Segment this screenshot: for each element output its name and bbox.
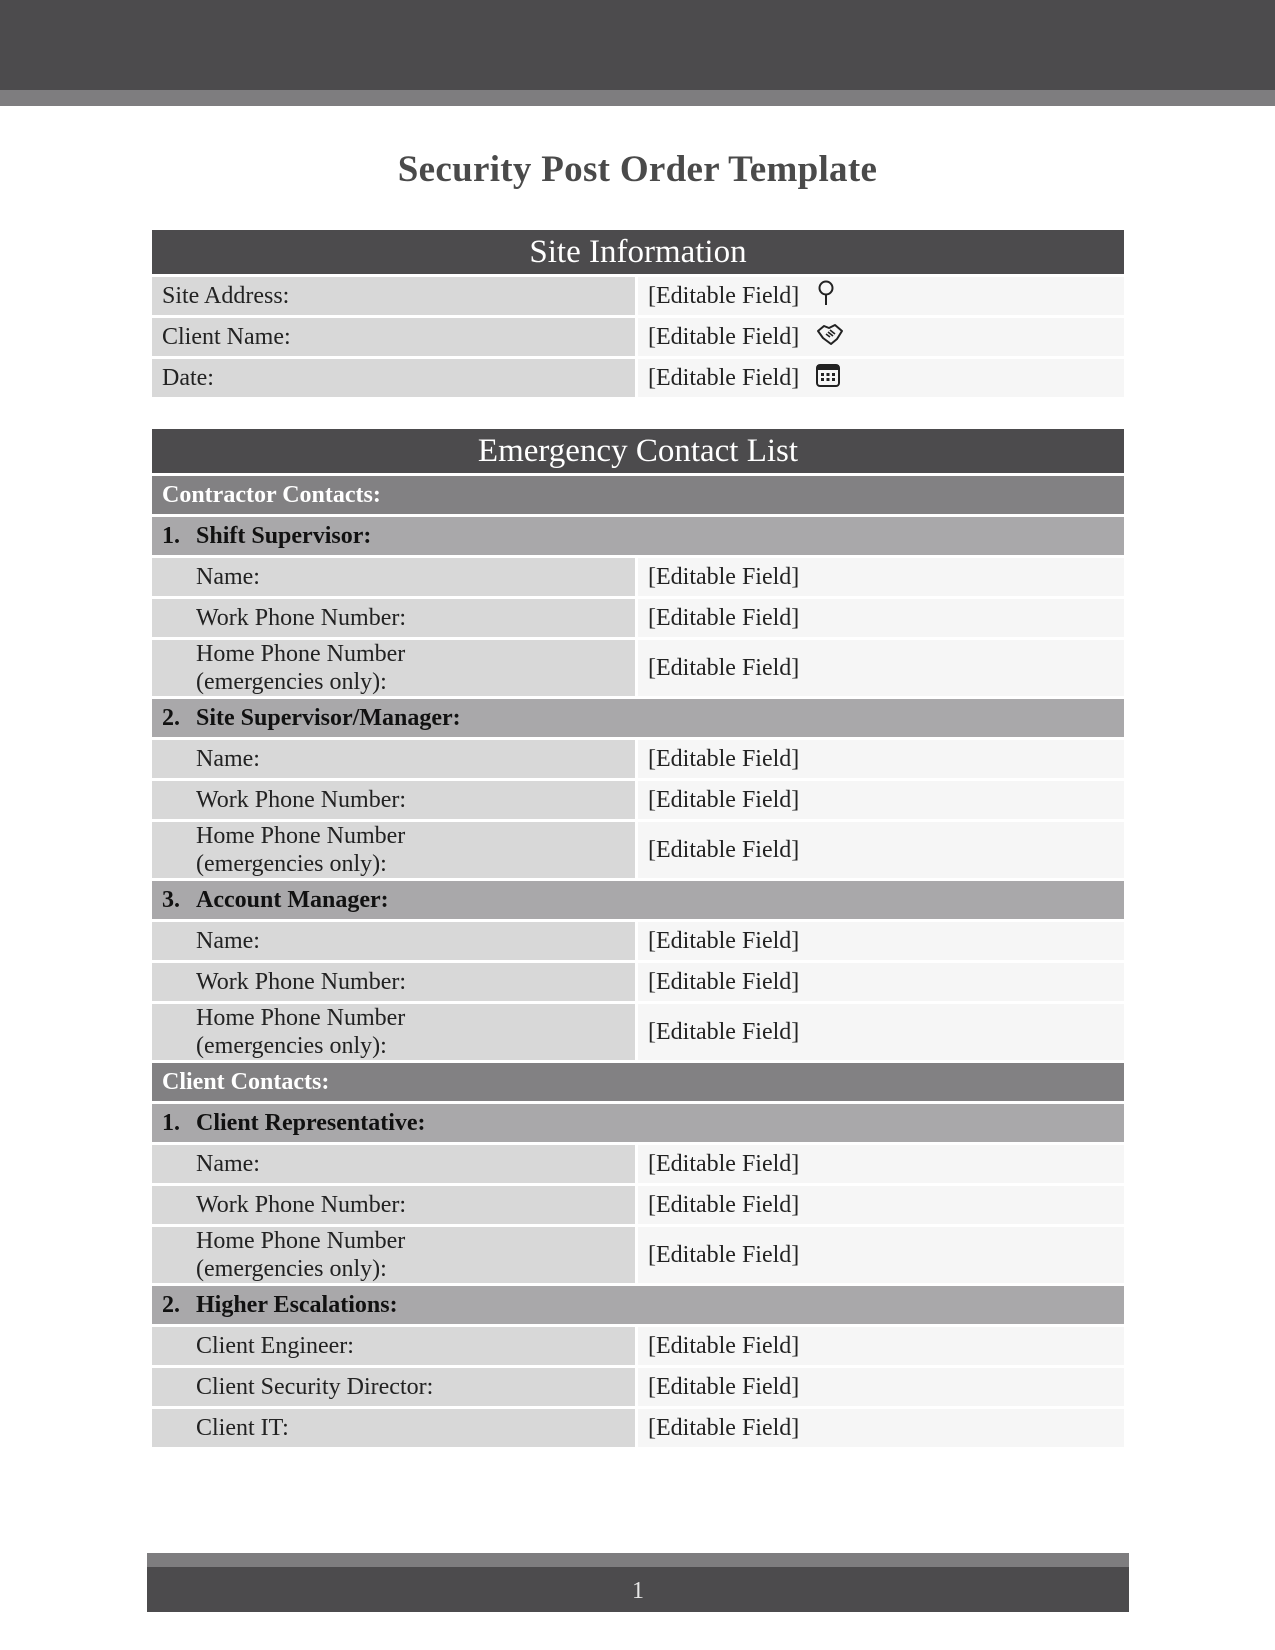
map-pin-icon: [815, 279, 837, 314]
name-field[interactable]: [Editable Field]: [638, 922, 1124, 960]
document-title: Security Post Order Template: [397, 149, 878, 190]
client-engineer-label: Client Engineer:: [152, 1327, 638, 1365]
table-row: [152, 1227, 1124, 1283]
table-row: [152, 963, 1124, 1001]
site-information-table: [152, 227, 1124, 400]
name-field[interactable]: [Editable Field]: [638, 740, 1124, 778]
calendar-icon: [815, 362, 841, 395]
table-row: [152, 640, 1124, 696]
table-row: [152, 1004, 1124, 1060]
table-row: [152, 922, 1124, 960]
work-phone-field[interactable]: [Editable Field]: [638, 963, 1124, 1001]
emergency-contact-table: [152, 426, 1124, 1450]
table-row: [152, 1368, 1124, 1406]
date-value[interactable]: [Editable Field]: [648, 364, 800, 391]
section-number: 1.: [162, 522, 180, 549]
site-address-label: Site Address:: [152, 277, 638, 315]
home-phone-label: [152, 640, 638, 696]
work-phone-label: Work Phone Number:: [152, 599, 638, 637]
client-name-value[interactable]: [Editable Field]: [648, 323, 800, 350]
name-field[interactable]: [Editable Field]: [638, 558, 1124, 596]
client-name-label: Client Name:: [152, 318, 638, 356]
section-number: 2.: [162, 704, 180, 731]
section-title: Site Supervisor/Manager:: [196, 704, 461, 731]
higher-escalations-heading: [152, 1286, 1124, 1324]
work-phone-field[interactable]: [Editable Field]: [638, 599, 1124, 637]
work-phone-label: Work Phone Number:: [152, 963, 638, 1001]
name-label: Name:: [152, 740, 638, 778]
footer-stripe: [147, 1553, 1129, 1567]
home-phone-label: [152, 822, 638, 878]
site-address-row: [152, 277, 1124, 315]
home-phone-field[interactable]: [Editable Field]: [638, 1004, 1124, 1060]
work-phone-field[interactable]: [Editable Field]: [638, 1186, 1124, 1224]
site-supervisor-heading: [152, 699, 1124, 737]
client-it-label: Client IT:: [152, 1409, 638, 1447]
work-phone-field[interactable]: [Editable Field]: [638, 781, 1124, 819]
shift-supervisor-heading: [152, 517, 1124, 555]
site-address-field[interactable]: [638, 277, 1124, 315]
home-phone-field[interactable]: [Editable Field]: [638, 822, 1124, 878]
section-title: Client Representative:: [196, 1109, 426, 1136]
table-row: [152, 599, 1124, 637]
footer-band: [147, 1567, 1129, 1612]
client-representative-heading: [152, 1104, 1124, 1142]
client-security-director-field[interactable]: [Editable Field]: [638, 1368, 1124, 1406]
table-row: [152, 558, 1124, 596]
site-address-value[interactable]: [Editable Field]: [648, 282, 800, 309]
table-row: [152, 1145, 1124, 1183]
home-phone-label-line1: Home Phone Number: [196, 1005, 406, 1031]
home-phone-label-line2: (emergencies only):: [196, 669, 387, 695]
header-band: [0, 0, 1275, 90]
section-title: Higher Escalations:: [196, 1291, 398, 1318]
home-phone-label-line2: (emergencies only):: [196, 1033, 387, 1059]
section-title: Shift Supervisor:: [196, 522, 372, 549]
account-manager-heading: [152, 881, 1124, 919]
home-phone-label: [152, 1004, 638, 1060]
home-phone-label-line1: Home Phone Number: [196, 1228, 406, 1254]
section-number: 1.: [162, 1109, 180, 1136]
page-number: 1: [632, 1578, 644, 1604]
section-number: 2.: [162, 1291, 180, 1318]
name-label: Name:: [152, 558, 638, 596]
name-field[interactable]: [Editable Field]: [638, 1145, 1124, 1183]
header-stripe: [0, 90, 1275, 106]
date-field[interactable]: [638, 359, 1124, 397]
name-label: Name:: [152, 922, 638, 960]
table-row: [152, 1186, 1124, 1224]
handshake-icon: [815, 321, 845, 354]
date-label: Date:: [152, 359, 638, 397]
home-phone-field[interactable]: [Editable Field]: [638, 640, 1124, 696]
client-it-field[interactable]: [Editable Field]: [638, 1409, 1124, 1447]
home-phone-label-line2: (emergencies only):: [196, 1256, 387, 1282]
home-phone-label-line2: (emergencies only):: [196, 851, 387, 877]
name-label: Name:: [152, 1145, 638, 1183]
client-name-row: [152, 318, 1124, 356]
table-row: [152, 781, 1124, 819]
home-phone-label-line1: Home Phone Number: [196, 823, 406, 849]
table-row: [152, 1409, 1124, 1447]
section-title: Account Manager:: [196, 886, 389, 913]
table-row: [152, 822, 1124, 878]
work-phone-label: Work Phone Number:: [152, 781, 638, 819]
work-phone-label: Work Phone Number:: [152, 1186, 638, 1224]
home-phone-label-line1: Home Phone Number: [196, 641, 406, 667]
home-phone-label: [152, 1227, 638, 1283]
client-name-field[interactable]: [638, 318, 1124, 356]
date-row: [152, 359, 1124, 397]
site-information-header: Site Information: [152, 230, 1124, 274]
table-row: [152, 740, 1124, 778]
home-phone-field[interactable]: [Editable Field]: [638, 1227, 1124, 1283]
client-security-director-label: Client Security Director:: [152, 1368, 638, 1406]
contractor-contacts-heading: Contractor Contacts:: [152, 476, 1124, 514]
client-contacts-heading: Client Contacts:: [152, 1063, 1124, 1101]
emergency-contact-header: Emergency Contact List: [152, 429, 1124, 473]
client-engineer-field[interactable]: [Editable Field]: [638, 1327, 1124, 1365]
table-row: [152, 1327, 1124, 1365]
section-number: 3.: [162, 886, 180, 913]
